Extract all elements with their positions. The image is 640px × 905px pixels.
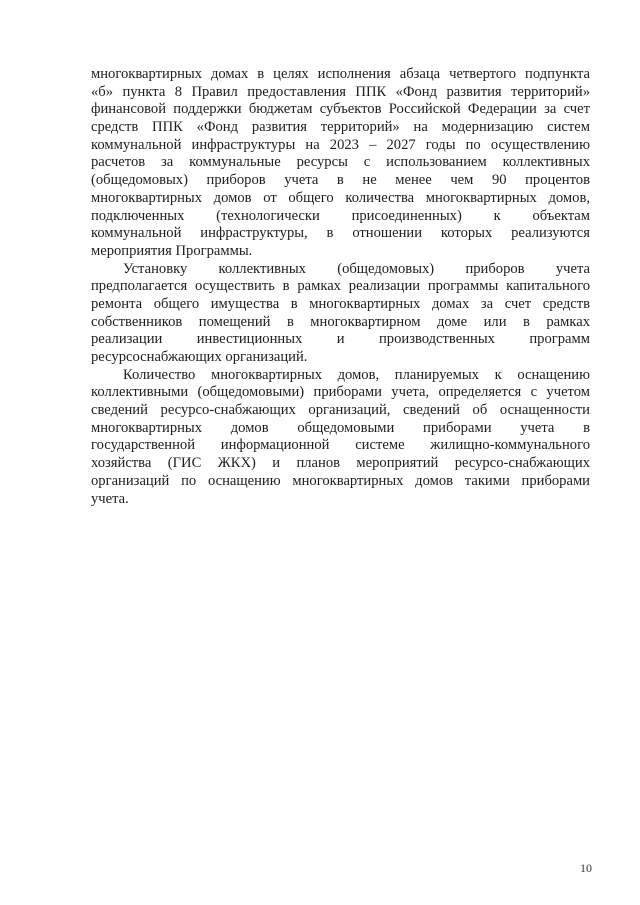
text-line: организаций по оснащению многоквартирных домов такими приборами — [91, 472, 590, 489]
text-line: подключенных (технологически присоединенных) к объектам — [91, 207, 590, 224]
text-line: государственной информационной системе жилищно-коммунального — [91, 437, 590, 454]
text-line: расчетов за коммунальные ресурсы с использованием коллективных — [91, 154, 590, 171]
text-line: многоквартирных домов общедомовыми приборами учета в — [91, 419, 590, 436]
text-line: ремонта общего имущества в многоквартирных домах за счет средств — [91, 295, 590, 312]
text-line: Установку коллективных (общедомовых) приборов учета — [123, 260, 590, 277]
text-line: финансовой поддержки бюджетам субъектов Российской Федерации за счет — [91, 101, 590, 118]
text-line: коммунальной инфраструктуры, в отношении которых реализуются — [91, 225, 590, 242]
text-line: хозяйства (ГИС ЖКХ) и планов мероприятий ресурсо-снабжающих — [91, 455, 590, 472]
page-number: 10 — [580, 861, 592, 875]
text-line: собственников помещений в многоквартирном доме или в рамках — [91, 313, 590, 330]
text-line: предполагается осуществить в рамках реализации программы капитального — [91, 278, 590, 295]
text-line: Количество многоквартирных домов, планируемых к оснащению — [123, 366, 590, 383]
text-line: коллективными (общедомовыми) приборами учета, определяется с учетом — [91, 384, 590, 401]
text-line: средств ППК «Фонд развития территорий» на модернизацию систем — [91, 119, 590, 136]
text-line: коммунальной инфраструктуры на 2023 – 2027 годы по осуществлению — [91, 136, 590, 153]
text-line: ресурсоснабжающих организаций. — [91, 349, 308, 365]
text-line: мероприятия Программы. — [91, 242, 253, 259]
text-line: (общедомовых) приборов учета в не менее чем 90 процентов — [91, 172, 590, 189]
text-line: «б» пункта 8 Правил предоставления ППК «Фонд развития территорий» — [91, 83, 590, 100]
text-line: многоквартирных домах в целях исполнения абзаца четвертого подпункта — [91, 66, 590, 82]
text-line: многоквартирных домов от общего количества многоквартирных домов, — [91, 189, 590, 206]
text-line: учета. — [91, 490, 129, 507]
text-line: реализации инвестиционных и производственных программ — [91, 331, 590, 348]
body-text — [91, 66, 590, 508]
text-line: сведений ресурсо-снабжающих организаций, сведений об оснащенности — [91, 402, 590, 419]
